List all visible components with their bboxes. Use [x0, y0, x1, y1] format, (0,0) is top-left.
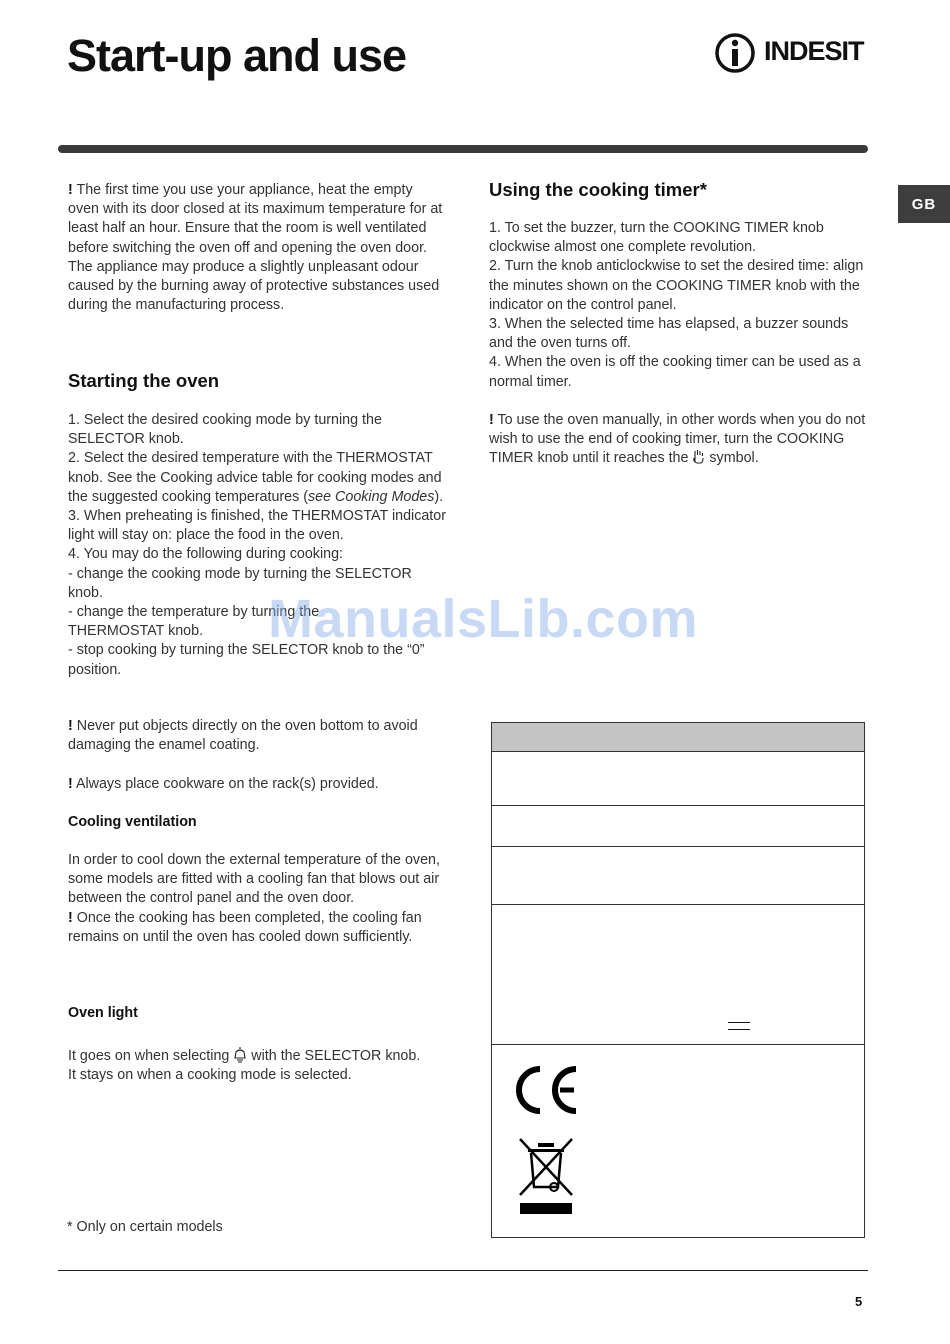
weee-bin-icon — [518, 1137, 574, 1215]
oven-light-text: It goes on when selecting with the SELECTOR knob. It stays on when a cooking mode is selected. — [68, 1048, 421, 1084]
step-4-option-stop: - stop cooking by turning the SELECTOR knob to the “0” position. — [68, 642, 425, 678]
footer-divider — [58, 1270, 868, 1271]
hand-symbol-icon — [692, 449, 705, 464]
heading-cooling-ventilation: Cooling ventilation — [68, 814, 197, 830]
timer-steps — [489, 219, 867, 392]
step-4: 4. You may do the following during cooking: — [68, 546, 344, 563]
warning-mark: ! — [68, 182, 73, 198]
brand-name: INDESIT — [764, 36, 864, 66]
lamp-icon — [233, 1046, 247, 1063]
cooling-text: In order to cool down the external temperature of the oven, some models are fitted with a cooling fan that blows out air between the control panel and the oven door. ! Once the cooking has been completed, the cooling fan remains on until the oven has cooled down sufficiently. — [68, 852, 440, 945]
footnote: * Only on certain models — [67, 1219, 223, 1235]
table-row-divider — [492, 846, 864, 847]
step-3: 3. When preheating is finished, the THERMOSTAT indicator light will stay on: place the food in the oven. — [68, 508, 446, 544]
heading-cooking-timer: Using the cooking timer* — [489, 179, 707, 200]
watermark: ManualsLib.com — [268, 589, 699, 649]
heading-starting-oven: Starting the oven — [68, 370, 220, 391]
page-number: 5 — [855, 1294, 863, 1309]
manual-use-note: ! To use the oven manually, in other words when you do not wish to use the end of cooking timer, turn the COOKING TIMER knob until it reaches the symbol. — [489, 412, 866, 467]
header-divider — [58, 145, 868, 153]
step-2: 2. Select the desired temperature with the THERMOSTAT knob. See the Cooking advice table for cooking modes and the suggested cooking temperatures (see Cooking Modes). — [68, 450, 444, 505]
warning-oven-bottom: ! Never put objects directly on the oven bottom to avoid damaging the enamel coating. — [68, 718, 418, 754]
language-tab: GB — [898, 185, 950, 223]
equals-mark — [728, 1022, 750, 1023]
table-row-divider — [492, 904, 864, 905]
step-4-option-mode: - change the cooking mode by turning the SELECTOR knob. — [68, 565, 412, 601]
timer-step-4: 4. When the oven is off the cooking timer can be used as a normal timer. — [489, 354, 861, 390]
timer-step-3: 3. When the selected time has elapsed, a buzzer sounds and the oven turns off. — [489, 316, 849, 352]
timer-step-2: 2. Turn the knob anticlockwise to set the desired time: align the minutes shown on the COOKING TIMER knob with the indicator on the control panel. — [489, 258, 864, 313]
technical-data-table — [491, 722, 865, 1238]
warning-rack: ! Always place cookware on the rack(s) provided. — [68, 776, 379, 792]
heading-oven-light: Oven light — [68, 1005, 138, 1021]
intro-warning — [68, 181, 446, 315]
intro-text: The first time you use your appliance, heat the empty oven with its door closed at its maximum temperature for at least half an hour. Ensure that the room is well ventilated before switching the oven off and opening the oven door. The appliance may produce a slightly unpleasant odour caused by the burning away of protective substances used during the manufacturing process. — [68, 182, 443, 314]
ce-mark-icon — [512, 1063, 580, 1117]
timer-step-1: 1. To set the buzzer, turn the COOKING TIMER knob clockwise almost one complete revolution. — [489, 220, 824, 256]
step-1: 1. Select the desired cooking mode by turning the SELECTOR knob. — [68, 412, 382, 448]
equals-mark — [728, 1029, 750, 1030]
table-row-divider — [492, 805, 864, 806]
table-header-row — [492, 723, 864, 752]
table-row-divider — [492, 1044, 864, 1045]
page-title: Start-up and use — [67, 30, 407, 81]
step-4-option-temperature: - change the temperature by turning the THERMOSTAT knob. — [68, 604, 320, 640]
